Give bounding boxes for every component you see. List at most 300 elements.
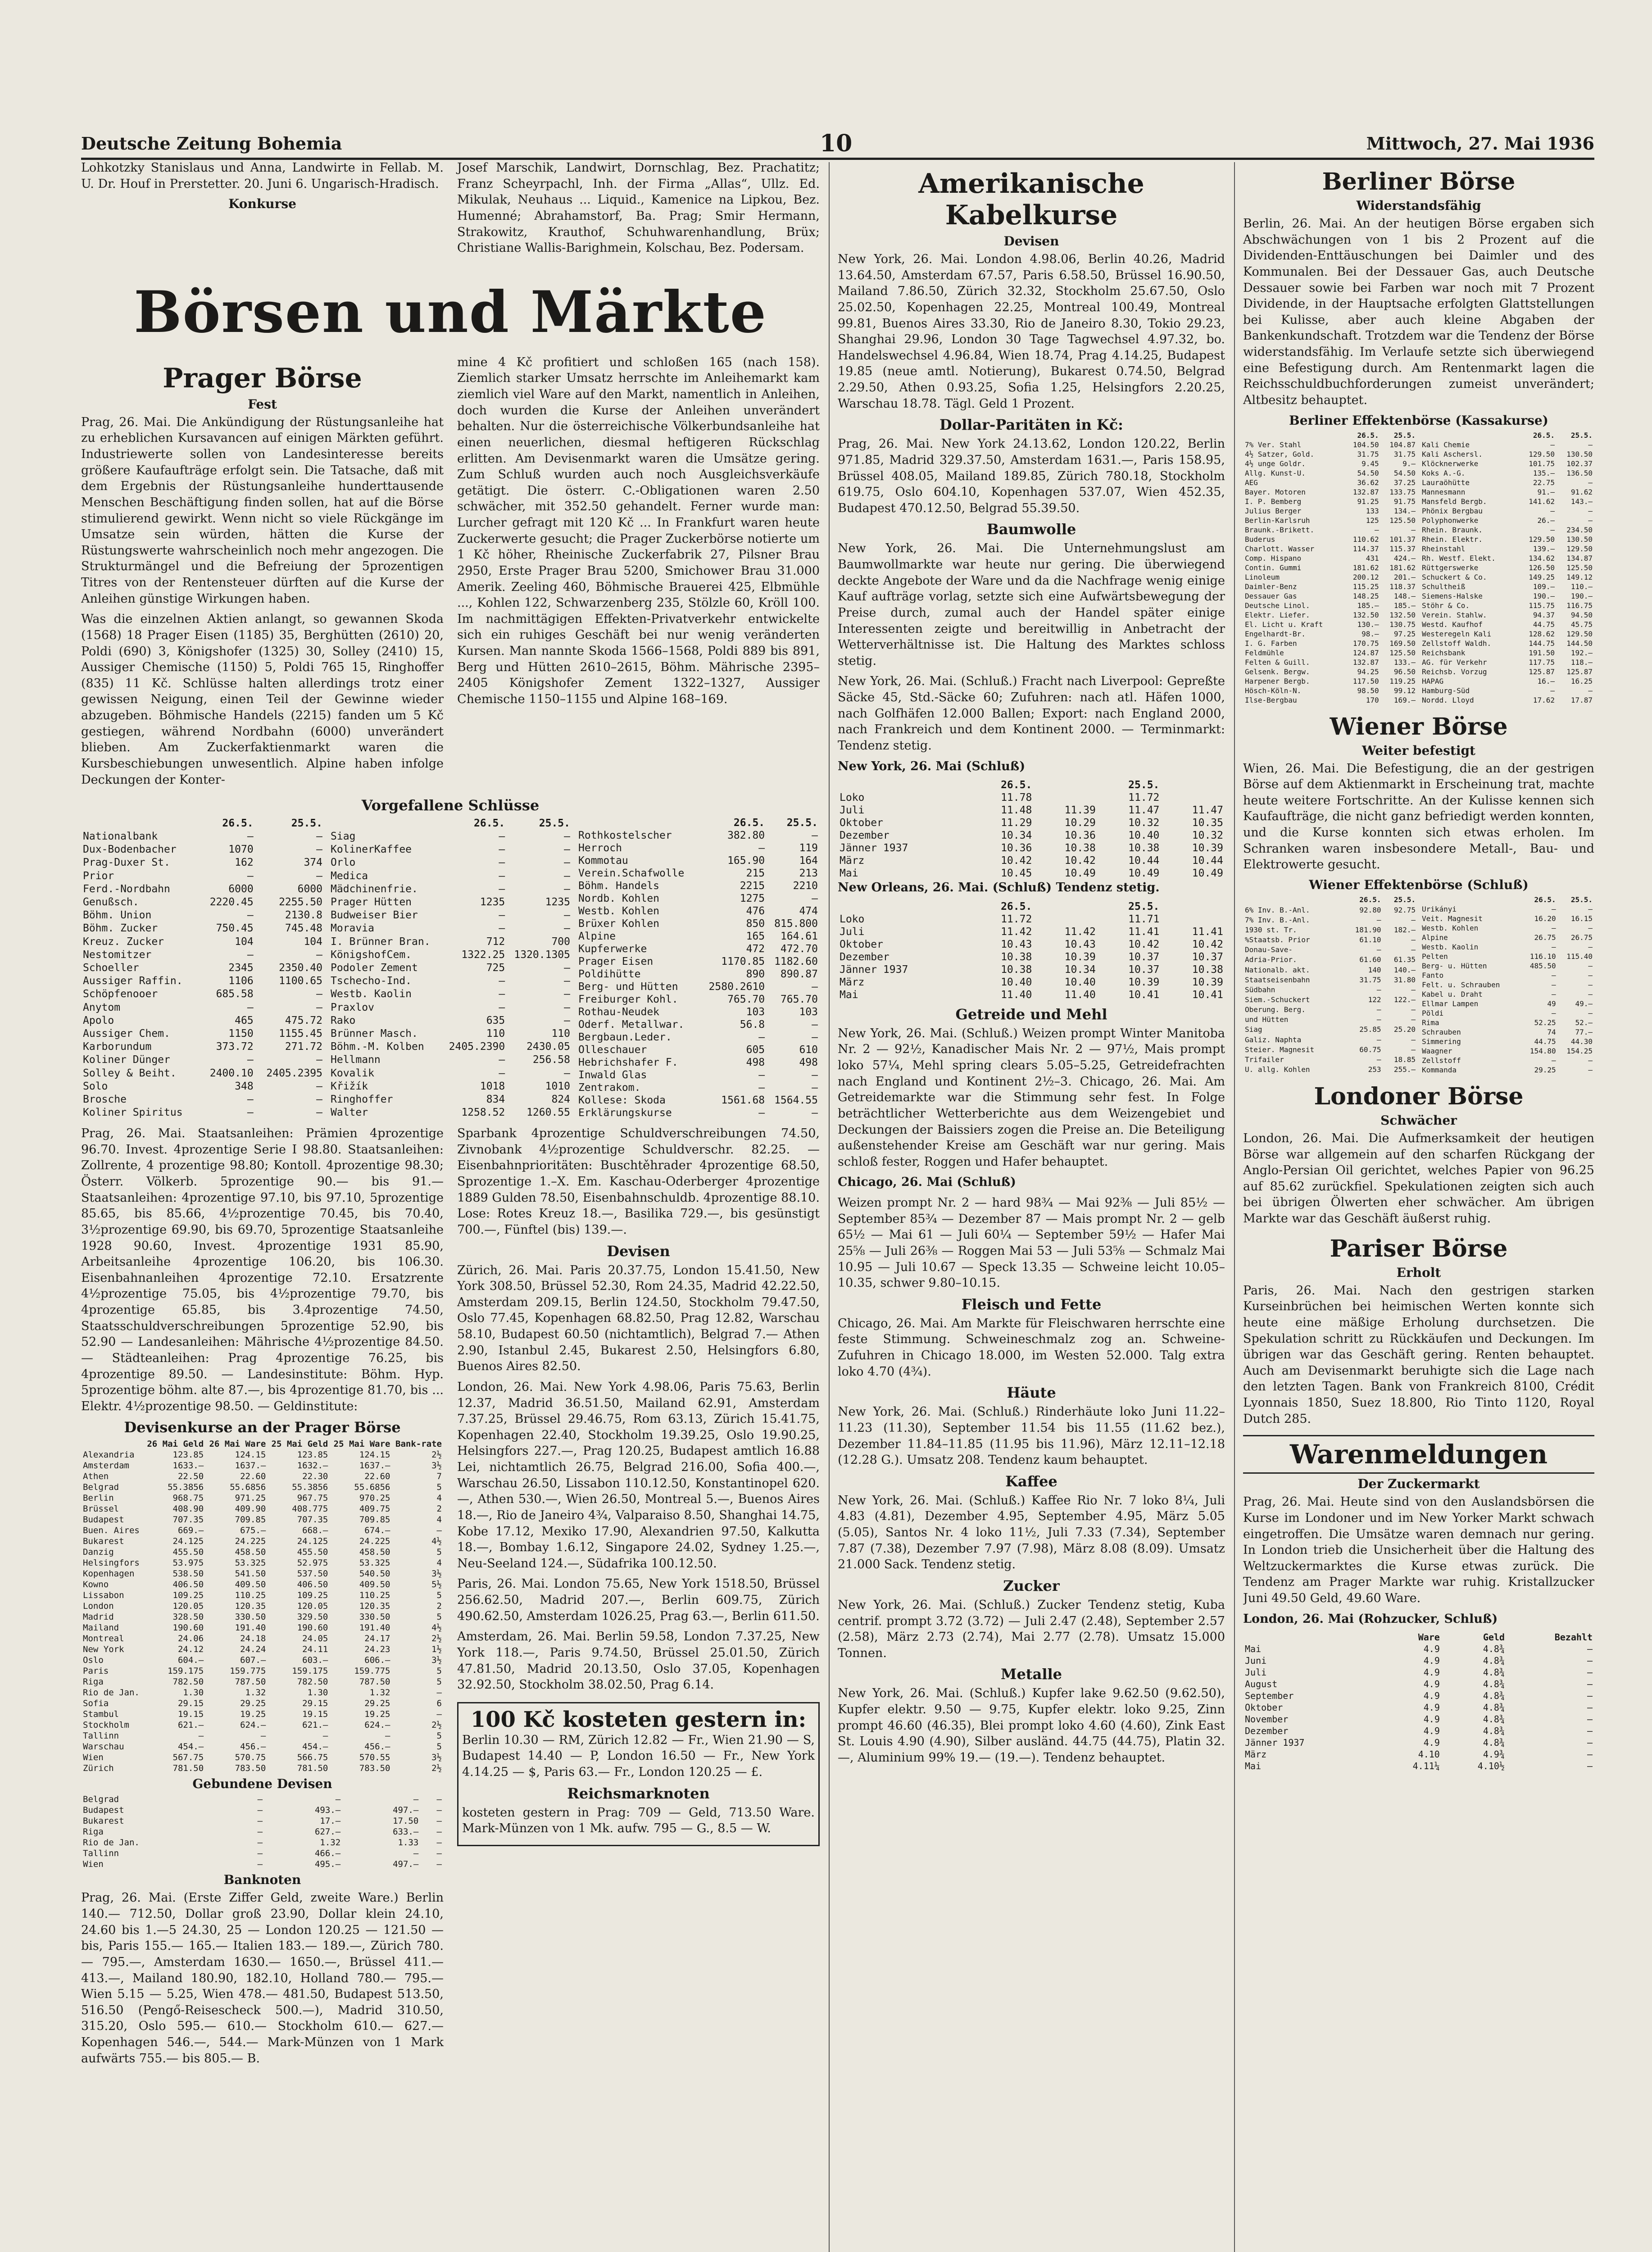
row-value: —	[1551, 971, 1556, 980]
table-row	[1420, 677, 1594, 686]
row-value: —	[758, 1082, 765, 1094]
zucker-heading: Zucker	[1003, 1577, 1060, 1594]
table-row	[576, 892, 820, 905]
row-label: und Hütten	[1245, 1015, 1289, 1024]
table-header-cell: 26.5.	[1001, 779, 1032, 791]
table-row	[81, 961, 324, 974]
row-label: 4½ unge Goldr.	[1245, 459, 1306, 468]
row-value: 24.05	[302, 1634, 328, 1644]
row-value: 55.6856	[230, 1482, 266, 1493]
schluesse-table-c	[576, 817, 820, 1119]
kabelkurse-heading: Amerikanische Kabelkurse	[918, 168, 1144, 231]
table-row	[576, 1044, 820, 1056]
row-value: —	[1411, 935, 1416, 944]
row-label: Böhm. Zucker	[83, 922, 158, 935]
row-value: —	[1587, 1690, 1593, 1702]
row-value: 633.—	[393, 1827, 419, 1837]
row-value: 55.3856	[292, 1482, 328, 1493]
row-value: 10.41	[1128, 989, 1160, 1001]
row-value: 495.—	[314, 1859, 341, 1870]
row-value: 1100.65	[279, 975, 322, 987]
table-row	[1243, 1035, 1417, 1044]
row-label: Kollese: Skoda	[578, 1094, 666, 1107]
row-label: Ilse-Bergbau	[1245, 695, 1297, 704]
row-label: Rothau-Neudek	[578, 1006, 660, 1018]
row-label: Erklärungskurse	[578, 1107, 672, 1119]
wiener-effekten-heading: Wiener Effektenbörse (Schluß)	[1309, 877, 1529, 892]
row-value: 2210	[793, 880, 818, 892]
row-value: 4.9	[1423, 1702, 1440, 1713]
row-value: 970.25	[359, 1493, 390, 1503]
baumwolle-text: New York, 26. Mai. Die Unternehmungslust am Baumwollmarkte war heute nur gering. Die überwiegend deckte Angebote der Ware und da die Nachfrage wenig einige Kauf aufträge vorlag, setzte sich eine Aufwärtsbewegung der Preise durch, zumal auch der Handel später einige Interessenten zeigte und bereitwillig in Anbetracht der Wetterverhältnisse ist. Die Haltung des Marktes schloss stetig.	[838, 541, 1225, 668]
table-header-row	[1243, 1631, 1594, 1643]
table-row	[1243, 677, 1417, 686]
reichsmark-heading: Reichsmarknoten	[567, 1784, 710, 1802]
row-value: 31.75	[1357, 449, 1379, 459]
row-label: Kreuz. Zucker	[83, 935, 164, 948]
table-row	[81, 1514, 444, 1525]
table-row	[329, 975, 572, 988]
table-row	[81, 1053, 324, 1067]
row-value: 16.15	[1570, 914, 1593, 923]
row-value: —	[1588, 440, 1593, 449]
baumwolle-heading: Baumwolle	[986, 521, 1076, 538]
row-label: Bayer. Motoren	[1245, 487, 1306, 496]
row-value: 104.50	[1352, 440, 1379, 449]
table-row	[1243, 1702, 1594, 1713]
row-value: 4.8¾	[1483, 1667, 1505, 1678]
row-value: 10.29	[1064, 817, 1096, 829]
berliner-boerse-subheading: Widerstandsfähig	[1356, 198, 1481, 213]
row-value: 1235	[480, 896, 505, 908]
row-value: 53.325	[235, 1558, 266, 1568]
table-row	[81, 1612, 444, 1622]
table-header-row	[1420, 895, 1594, 904]
row-value: —	[1588, 1056, 1593, 1065]
row-value: 91.25	[1357, 497, 1379, 506]
table-row	[81, 1557, 444, 1568]
row-value: —	[812, 830, 818, 842]
table-row	[81, 1093, 324, 1106]
table-row	[81, 922, 324, 935]
row-value: —	[499, 857, 505, 869]
devisen-london-text: London, 26. Mai. New York 4.98.06, Paris 75.63, Berlin 12.37, Madrid 36.51.50, Mailand 62.91, Amsterdam 7.37.25, Brüssel 29.46.75, Rom 63.13, Zürich 15.41.75, Kopenhagen 22.40, Stockholm 19.39.25, Oslo 19.90.25, Helsingfors 227.—, Prag 120.25, Budapest amtlich 16.88 Lei, nichtamtlich 26.75, Belgrad 216.00, Sofia 400.—, Warschau 26.50, Lissabon 110.12.50, Konstantinopel 620.—, Athen 530.—, Wien 26.50, Montreal 5.—, Buenos Aires 18.—, Rio de Janeiro 4¾, Valparaiso 8.50, Shanghai 14.75, Kobe 17.12, Mexiko 17.90, Alexandrien 97.50, Kalkutta 18.—, Bombay 1.6.12, Singapore 24.02, Sydney 1.25.—, Neu-Seeland 124.—, Südafrika 100.12.50.	[457, 1380, 820, 1571]
row-value: 91.62	[1570, 487, 1593, 496]
table-row	[329, 935, 572, 948]
row-value: 10.49	[1192, 867, 1223, 880]
row-value: 570.75	[235, 1753, 266, 1763]
row-value: 485.50	[1529, 961, 1556, 970]
table-row	[1420, 942, 1594, 952]
table-row	[838, 989, 1225, 1001]
row-value: 74	[1547, 1027, 1556, 1036]
row-value: 4.8¾	[1483, 1737, 1505, 1748]
row-label: Westb. Kohlen	[1422, 923, 1479, 932]
wiener-boerse-heading: Wiener Börse	[1330, 713, 1508, 740]
row-value: 2½	[431, 1450, 442, 1460]
row-value: 834	[486, 1093, 505, 1105]
row-value: 2215	[740, 880, 765, 892]
table-row	[1243, 497, 1417, 506]
row-value: 374	[304, 857, 322, 869]
table-row	[81, 1816, 444, 1826]
row-value: 25.20	[1393, 1025, 1416, 1034]
table-row	[1243, 1760, 1594, 1772]
table-header-row	[838, 779, 1225, 791]
row-value: 348	[235, 1080, 254, 1092]
section-title: Börsen und Märkte	[134, 278, 767, 345]
dollar-paritaeten-heading: Dollar-Paritäten in Kč:	[939, 416, 1123, 434]
table-header-cell	[81, 817, 200, 830]
row-value: 406.50	[172, 1580, 204, 1590]
row-label: New York	[83, 1644, 124, 1655]
row-value: —	[499, 909, 505, 922]
table-row	[81, 1579, 444, 1590]
row-value: 476	[746, 905, 765, 917]
row-value: —	[564, 844, 570, 856]
row-value: 2400.10	[209, 1067, 254, 1079]
row-label: Budweiser Bier	[331, 909, 418, 922]
row-value: 16.—	[1537, 677, 1555, 686]
row-label: Berlin	[83, 1493, 114, 1503]
londoner-boerse-text: London, 26. Mai. Die Aufmerksamkeit der heutigen Börse war allgemein auf den scharfen Rückgang der Anglo-Persian Oil gerichtet, welches Papier von 96.25 auf 85.62 zurückfiel. Spekulationen zeigten sich auch bei übrigen Ölwerten eher schwächer. Am übrigen Markte war das Geschäft äußerst ruhig.	[1243, 1131, 1594, 1226]
table-row	[1243, 1725, 1594, 1737]
row-value: —	[564, 1001, 570, 1013]
row-value: 472	[746, 943, 765, 955]
row-label: Kali Chemie	[1422, 440, 1470, 449]
row-value: 1182.60	[774, 956, 818, 968]
table-row	[81, 1460, 444, 1471]
row-value: —	[316, 830, 322, 842]
table-row	[1243, 639, 1417, 648]
row-label: Stockholm	[83, 1720, 129, 1730]
row-label: Juli	[840, 926, 865, 938]
row-value: —	[316, 1001, 322, 1013]
row-value: 133	[1366, 506, 1379, 515]
table-row	[1243, 1713, 1594, 1725]
row-value: 669.—	[177, 1526, 204, 1536]
row-value: 101.37	[1389, 535, 1416, 544]
row-value: 408.90	[172, 1504, 204, 1514]
row-value: 110	[486, 1027, 505, 1040]
table-header-cell: 25 Mai Geld	[271, 1439, 328, 1449]
row-value: 213	[799, 867, 818, 880]
row-label: Jänner 1937	[840, 842, 908, 854]
row-value: 92.80	[1359, 905, 1381, 914]
table-row	[1243, 1690, 1594, 1702]
berliner-effekten-heading: Berliner Effektenbörse (Kassakurse)	[1289, 413, 1548, 428]
row-value: 132.87	[1352, 658, 1379, 667]
row-value: 18.85	[1393, 1055, 1416, 1064]
table-row	[576, 1056, 820, 1069]
schluesse-heading: Vorgefallene Schlüsse	[361, 797, 540, 814]
row-value: 566.75	[297, 1753, 328, 1763]
row-label: Aussiger Raffin.	[83, 975, 183, 987]
row-value: 3½	[431, 1569, 442, 1579]
row-value: 537.50	[297, 1569, 328, 1579]
row-value: 115.75	[1529, 601, 1555, 610]
row-value: 607.—	[240, 1655, 266, 1666]
row-value: 110.25	[235, 1590, 266, 1601]
table-row	[81, 895, 324, 908]
row-value: 2350.40	[279, 962, 322, 974]
table-header-cell: 26.5.	[1001, 900, 1032, 913]
row-value: 132.87	[1352, 487, 1379, 496]
table-row	[81, 988, 324, 1001]
row-label: Rio de Jan.	[83, 1688, 140, 1698]
row-value: 815.800	[774, 918, 818, 930]
table-header-cell	[838, 779, 970, 791]
row-label: Paris	[83, 1666, 109, 1676]
row-value: —	[385, 1731, 390, 1741]
row-value: 329.50	[297, 1612, 328, 1622]
row-value: —	[1587, 1749, 1593, 1760]
row-label: Ferd.-Nordbahn	[83, 883, 170, 895]
row-value: 24.225	[359, 1536, 390, 1547]
row-value: 17.87	[1570, 695, 1593, 704]
table-row	[81, 1752, 444, 1763]
table-row	[576, 867, 820, 880]
row-value: —	[335, 1794, 341, 1805]
row-value: 25.85	[1359, 1025, 1381, 1034]
row-label: 7% Ver. Stahl	[1245, 440, 1302, 449]
table-row	[81, 1080, 324, 1093]
row-value: 7	[436, 1471, 442, 1482]
row-label: Veit. Magnesit	[1422, 914, 1483, 923]
row-value: 130.50	[1566, 449, 1593, 459]
row-value: —	[564, 870, 570, 882]
row-label: Belgrad	[83, 1794, 119, 1805]
row-value: 498	[746, 1057, 765, 1069]
banknoten-heading: Banknoten	[223, 1872, 301, 1888]
table-row	[1243, 535, 1417, 544]
row-value: 140.—	[1393, 965, 1416, 974]
row-value: 165	[746, 931, 765, 943]
row-value: 148.25	[1352, 591, 1379, 600]
table-row	[1243, 544, 1417, 554]
table-row	[1243, 1655, 1594, 1666]
table-row	[1243, 468, 1417, 478]
table-row	[81, 1601, 444, 1612]
kaffee-text: New York, 26. Mai. (Schluß.) Kaffee Rio Nr. 7 loko 8¼, Juli 4.83 (4.81), Dezember 4.95, September 4.95, März 5.05 (5.05), Santos Nr. 4 loko 11½, Juli 7.33 (7.34), September 7.87 (7.38), Dezember 7.97 (7.98), März 8.08 (8.09). Umsatz 21.000 Sack. Tendenz stetig.	[838, 1493, 1225, 1572]
row-value: 497.—	[393, 1805, 419, 1816]
row-label: Kommanda	[1422, 1065, 1457, 1074]
row-value: —	[1411, 915, 1416, 924]
row-value: 24.125	[172, 1536, 204, 1547]
row-value: 409.50	[235, 1580, 266, 1590]
row-label: Pöldi	[1422, 1008, 1444, 1017]
row-value: 1.32	[369, 1688, 390, 1698]
prager-boerse-heading: Prager Börse	[163, 362, 362, 394]
row-value: —	[1588, 971, 1593, 980]
row-value: —	[1551, 942, 1556, 951]
row-value: 10.35	[1192, 817, 1223, 829]
row-value: —	[564, 909, 570, 922]
row-value: —	[1550, 506, 1555, 515]
row-value: —	[316, 1080, 322, 1092]
row-value: 10.34	[1001, 830, 1032, 842]
row-label: Schrauben	[1422, 1027, 1461, 1036]
table-row	[576, 943, 820, 955]
row-value: 781.50	[297, 1763, 328, 1774]
column-divider	[1234, 162, 1235, 2252]
row-label: Ellmar Lampen	[1422, 999, 1479, 1008]
row-value: 498	[799, 1057, 818, 1069]
row-value: 192.—	[1570, 648, 1593, 657]
row-value: 141.62	[1529, 497, 1555, 506]
row-value: 130.50	[1566, 535, 1593, 544]
row-value: —	[1551, 1056, 1556, 1065]
row-value: 5½	[431, 1580, 442, 1590]
table-row	[81, 830, 324, 843]
row-value: —	[436, 1526, 442, 1536]
row-label: Warschau	[83, 1742, 124, 1752]
table-row	[1420, 1056, 1594, 1065]
row-label: Allg. Kunst-U.	[1245, 468, 1306, 477]
row-value: —	[436, 1709, 442, 1720]
row-value: 1½	[431, 1644, 442, 1655]
row-value: —	[812, 1069, 818, 1081]
row-label: Adria-Prior.	[1245, 955, 1297, 964]
row-value: —	[257, 1848, 263, 1859]
table-row	[1420, 914, 1594, 923]
row-label: Tschecho-Ind.	[331, 975, 412, 987]
row-value: 122.—	[1393, 995, 1416, 1004]
prager-boerse-text: Prag, 26. Mai. Die Ankündigung der Rüstungsanleihe hat zu erheblichen Kursavancen auf einigen Märkten geführt. Industriewerte sollen von Landesinteresse bereits größere Kaufaufträge erfolgt sein. Die Tatsache, daß mit dem Ergebnis der Rüstungsanleihe hunderttausende Menschen Beschäftigung finden sollen, hat auf die Börse stimulierend gewirkt. Wenn nicht so viele Rückgänge im Umsatze sein würden, hätten die Kurse der Rüstungswerte wahrscheinlich noch mehr angezogen. Die Strukturmängel und die Befreiung der 5prozentigen Titres von der Rentensteuer dürften auf die Kurse der Anleihen günstige Wirkungen haben.	[81, 415, 444, 606]
table-header-cell	[1243, 895, 1343, 905]
table-header-cell: 25.5.	[786, 817, 818, 829]
row-value: 10.42	[1128, 938, 1160, 950]
row-value: 4	[436, 1493, 442, 1503]
row-value: 409.75	[359, 1504, 390, 1514]
row-label: Zellstoff	[1422, 1056, 1461, 1065]
row-label: Alexandria	[83, 1450, 135, 1460]
row-value: 10.38	[1001, 963, 1032, 976]
table-row	[81, 1040, 324, 1053]
row-value: 745.48	[285, 922, 322, 935]
row-label: KolinerKaffee	[331, 844, 412, 856]
row-value: 94.50	[1570, 610, 1593, 619]
column-middle	[838, 160, 1225, 2252]
row-value: 709.85	[359, 1515, 390, 1525]
table-header-row	[1243, 431, 1417, 440]
row-value: —	[316, 949, 322, 961]
row-label: Moravia	[331, 922, 374, 935]
row-value: 2405.2390	[449, 1041, 505, 1053]
table-row	[1243, 572, 1417, 582]
row-value: 458.50	[359, 1547, 390, 1557]
row-value: 1633.—	[172, 1461, 204, 1471]
table-row	[1243, 905, 1417, 915]
row-value: —	[564, 830, 570, 842]
row-value: 91.—	[1537, 487, 1555, 496]
table-row	[838, 804, 1225, 817]
row-value: 29.15	[302, 1698, 328, 1709]
row-value: —	[499, 1001, 505, 1013]
table-row	[81, 1633, 444, 1644]
row-label: Engelhardt-Br.	[1245, 629, 1306, 638]
berliner-boerse-heading: Berliner Börse	[1322, 168, 1516, 195]
row-label: Staatseisenbahn	[1245, 975, 1310, 984]
row-value: 17.50	[393, 1816, 419, 1826]
row-label: %Staatsb. Prior	[1245, 935, 1310, 944]
row-value: —	[1588, 923, 1593, 932]
row-label: Berlin-Karlsruh	[1245, 516, 1310, 525]
row-value: —	[1550, 440, 1555, 449]
row-value: 1.30	[183, 1688, 204, 1698]
row-value: 890	[746, 968, 765, 981]
table-row	[81, 1644, 444, 1655]
table-row	[576, 905, 820, 917]
row-value: 10.38	[1192, 963, 1223, 976]
row-value: 783.50	[359, 1763, 390, 1774]
row-value: 191.50	[1529, 648, 1555, 657]
row-value: 10.44	[1192, 855, 1223, 867]
table-row	[329, 909, 572, 922]
table-row	[1420, 1037, 1594, 1046]
table-row	[1243, 975, 1417, 985]
table-row	[1243, 554, 1417, 563]
row-value: 1637.—	[235, 1461, 266, 1471]
row-value: 4.10	[1418, 1749, 1440, 1760]
row-value: —	[1411, 945, 1416, 954]
row-label: U. allg. Kohlen	[1245, 1065, 1310, 1074]
table-row	[1243, 601, 1417, 610]
row-label: Phönix Bergbau	[1422, 506, 1483, 515]
row-label: Jänner 1937	[840, 963, 908, 976]
schluesse-tables	[81, 817, 820, 1119]
table-row	[1420, 695, 1594, 705]
row-value: 1561.68	[721, 1094, 765, 1107]
row-label: Böhm.-M. Kolben	[331, 1041, 424, 1053]
row-label: September	[1245, 1690, 1294, 1702]
row-value: 97.25	[1393, 629, 1416, 638]
table-row	[1420, 506, 1594, 516]
row-value: —	[1587, 1644, 1593, 1655]
metalle-heading: Metalle	[1001, 1666, 1062, 1683]
row-value: 19.25	[240, 1709, 266, 1720]
table-row	[1420, 961, 1594, 971]
table-row	[576, 930, 820, 943]
row-value: 750.45	[216, 922, 254, 935]
row-label: Kali Aschersl.	[1422, 449, 1483, 459]
row-value: —	[564, 988, 570, 1000]
row-value: —	[1588, 961, 1593, 970]
row-value: 26.75	[1570, 933, 1593, 942]
row-value: 621.—	[302, 1720, 328, 1730]
row-value: 125.50	[1566, 563, 1593, 572]
row-label: Juli	[840, 804, 865, 817]
row-value: —	[812, 1031, 818, 1044]
row-value: —	[413, 1848, 419, 1859]
table-row	[81, 1709, 444, 1720]
row-value: —	[1588, 942, 1593, 951]
row-label: Zellstoff Waldh.	[1422, 639, 1492, 648]
table-row	[329, 1014, 572, 1027]
row-value: —	[1374, 525, 1379, 534]
row-value: 133.75	[1389, 487, 1416, 496]
table-row	[81, 1741, 444, 1752]
row-value: 824	[551, 1093, 570, 1105]
row-value: 119	[799, 842, 818, 854]
kaffee-heading: Kaffee	[1005, 1472, 1057, 1490]
row-value: 707.35	[172, 1515, 204, 1525]
table-row	[576, 880, 820, 892]
row-label: Prager Eisen	[578, 956, 654, 968]
row-label: Madrid	[83, 1612, 114, 1622]
row-value: 149.25	[1529, 572, 1555, 581]
chicago-heading: Chicago, 26. Mai (Schluß)	[838, 1175, 1016, 1190]
